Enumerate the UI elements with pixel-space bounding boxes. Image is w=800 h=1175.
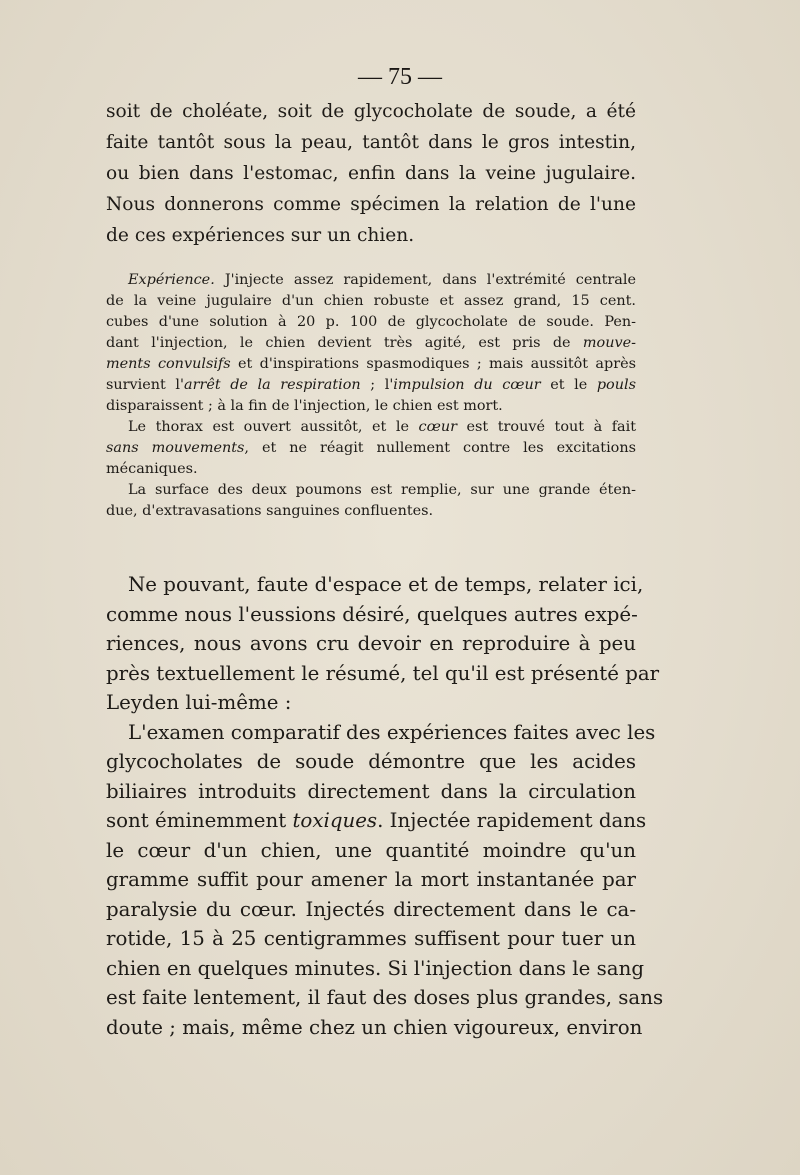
text-line: disparaissent ; à la fin de l'injection, le chien est mort. — [106, 398, 503, 414]
text-run-italic: sans mouvements — [106, 440, 245, 456]
text-line: Ne pouvant, faute d'espace et de temps, relater ici, — [128, 573, 644, 596]
text-line: comme nous l'eussions désiré, quelques autres expé- — [106, 602, 638, 626]
text-run: . Injectée rapidement dans — [377, 809, 647, 832]
intro-paragraph — [106, 96, 636, 251]
text-run-italic: cœur — [418, 419, 457, 435]
text-run: ; l' — [360, 377, 394, 393]
text-line: due, d'extravasations sanguines confluentes. — [106, 503, 434, 519]
text-line: de ces expériences sur un chien. — [106, 225, 415, 246]
text-run: et d'inspirations spasmodiques ; mais aussitôt après — [230, 356, 636, 372]
text-line: paralysie du cœur. Injectés directement dans le ca- — [106, 897, 636, 921]
text-run: est trouvé tout à fait — [456, 419, 636, 435]
text-line — [106, 270, 636, 291]
experiment-paragraph — [106, 270, 636, 522]
text-run: , et ne réagit nullement contre les excitations — [244, 440, 636, 456]
text-run: Le thorax est ouvert aussitôt, et le — [128, 419, 419, 435]
text-run: J'injecte assez rapidement, dans l'extrémité centrale — [214, 272, 636, 288]
text-run-italic: arrêt de la respiration — [183, 377, 361, 393]
text-line: est faite lentement, il faut des doses plus grandes, sans — [106, 986, 664, 1009]
experiment-label: Expérience. — [128, 272, 215, 288]
text-line: ou bien dans l'estomac, enfin dans la veine jugulaire. — [106, 163, 636, 184]
text-run: dant l'injection, le chien devient très agité, est pris de — [106, 335, 583, 351]
text-run-italic: toxiques — [292, 809, 378, 832]
text-line: glycocholates de soude démontre que les acides — [106, 750, 636, 773]
text-line: Nous donnerons comme spécimen la relation de l'une — [106, 194, 636, 215]
text-line: faite tantôt sous la peau, tantôt dans le gros intestin, — [106, 132, 636, 153]
page-number: — 75 — — [358, 64, 442, 90]
text-line: mécaniques. — [106, 461, 198, 477]
text-line — [106, 806, 647, 836]
text-line — [106, 354, 636, 375]
text-line: rotide, 15 à 25 centigrammes suffisent pour tuer un — [106, 927, 636, 950]
text-run: sont éminemment — [106, 809, 293, 832]
text-line — [106, 417, 636, 438]
text-line: gramme suffit pour amener la mort instantanée par — [106, 868, 636, 891]
text-line: L'examen comparatif des expériences faites avec les — [128, 720, 656, 744]
text-line: riences, nous avons cru devoir en reproduire à peu — [106, 632, 636, 655]
text-line — [106, 333, 636, 354]
text-line: Leyden lui-même : — [106, 691, 292, 714]
text-run: et le — [540, 377, 597, 393]
text-line: cubes d'une solution à 20 p. 100 de glycocholate de soude. Pen- — [106, 314, 636, 330]
text-run-italic: pouls — [596, 377, 636, 393]
text-line: de la veine jugulaire d'un chien robuste et assez grand, 15 cent. — [106, 293, 636, 309]
text-line — [106, 438, 636, 459]
text-line: La surface des deux poumons est remplie, sur une grande éten- — [128, 482, 636, 498]
text-line: doute ; mais, même chez un chien vigoureux, environ — [106, 1015, 643, 1039]
text-line: biliaires introduits directement dans la circulation — [106, 779, 636, 803]
text-line — [106, 375, 636, 396]
text-line: chien en quelques minutes. Si l'injection dans le sang — [106, 956, 644, 980]
text-run-italic: ments convulsifs — [106, 356, 231, 372]
text-line: soit de choléate, soit de glycocholate de soude, a été — [106, 101, 636, 122]
text-line: près textuellement le résumé, tel qu'il est présenté par — [106, 661, 660, 685]
text-run-italic: mouve- — [582, 335, 636, 351]
text-line: le cœur d'un chien, une quantité moindre qu'un — [106, 838, 636, 862]
conclusion-paragraph — [106, 570, 664, 1042]
text-run: survient l' — [106, 377, 184, 393]
text-run-italic: impulsion du cœur — [393, 377, 541, 393]
